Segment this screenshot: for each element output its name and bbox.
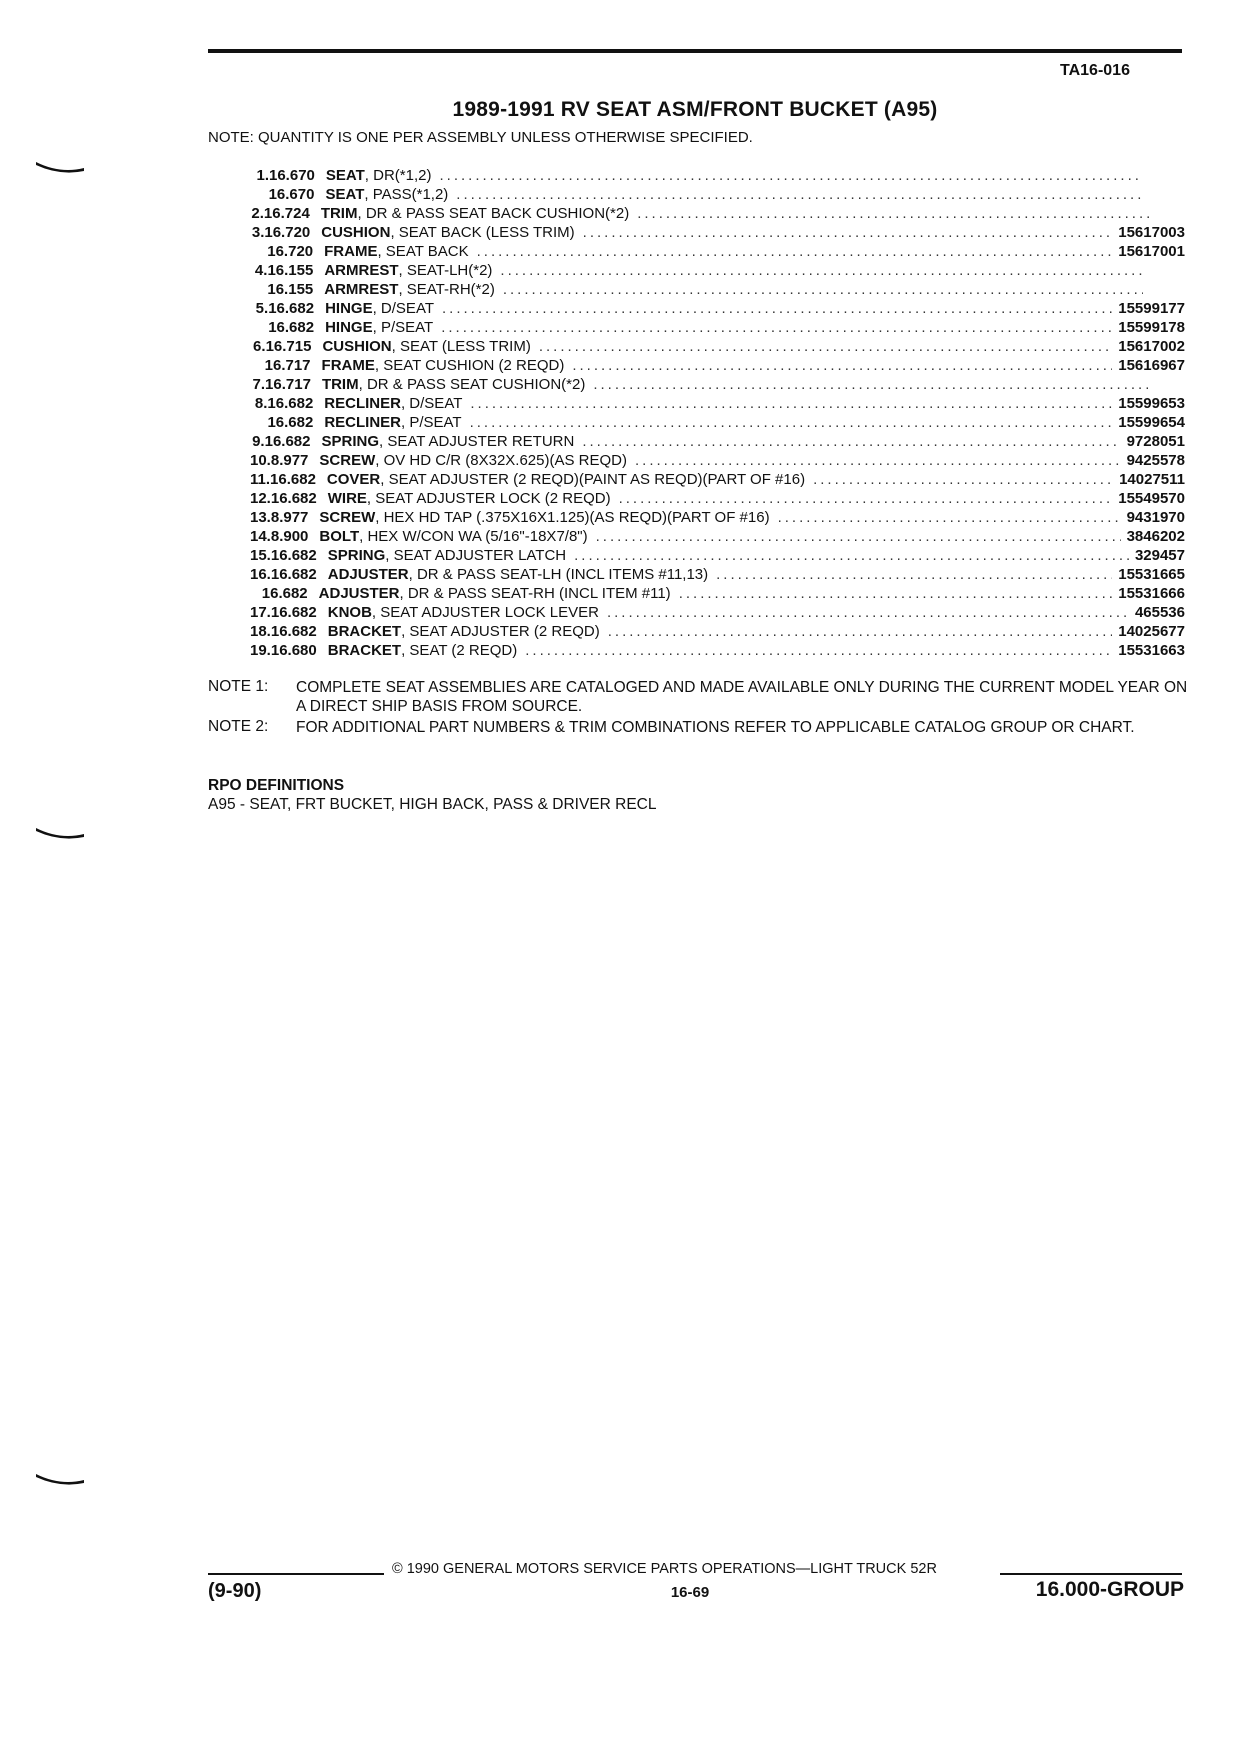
part-number: 15617003: [1118, 224, 1185, 241]
leader-dots: [439, 166, 1140, 185]
part-name: ARMREST: [324, 262, 399, 279]
note-label: NOTE 1:: [208, 678, 269, 695]
part-description: [322, 432, 575, 451]
item-number: 6.: [253, 338, 266, 355]
part-number: 9431970: [1126, 509, 1185, 526]
parts-row: [250, 280, 1185, 299]
part-detail: , HEX W/CON WA (5/16"-18X7/8"): [359, 528, 588, 545]
parts-row: [250, 337, 1185, 356]
part-detail: , DR & PASS SEAT-LH (INCL ITEMS #11,13): [408, 566, 709, 583]
part-number: 15599653: [1118, 395, 1185, 412]
group-number: 16.715: [265, 338, 312, 355]
part-description: [328, 641, 517, 660]
group-number: 16.717: [264, 357, 311, 374]
part-detail: , SEAT BACK (LESS TRIM): [390, 224, 575, 241]
item-number: 10.: [250, 452, 271, 469]
part-name: BOLT: [319, 528, 360, 545]
parts-row: [250, 451, 1185, 470]
group-number: 8.977: [270, 509, 309, 526]
group-number: 16.155: [267, 281, 314, 298]
item-number: 1.: [256, 167, 269, 184]
leader-dots: [813, 470, 1113, 489]
binder-hole-mark-bottom: [36, 1472, 84, 1486]
item-number: 8.: [254, 395, 268, 412]
leader-dots: [572, 356, 1112, 375]
part-name: TRIM: [321, 376, 359, 393]
leader-dots: [619, 489, 1113, 508]
part-detail: , SEAT (2 REQD): [401, 642, 518, 659]
part-description: [328, 489, 611, 508]
group-number: 16.682: [270, 490, 317, 507]
part-name: FRAME: [321, 357, 375, 374]
leader-dots: [607, 603, 1129, 622]
parts-row: [250, 204, 1185, 223]
page-title: 1989-1991 RV SEAT ASM/FRONT BUCKET (A95): [452, 98, 938, 121]
parts-row: [250, 356, 1185, 375]
rpo-definitions-heading: RPO DEFINITIONS: [208, 777, 345, 794]
item-number: 17.: [250, 604, 271, 621]
part-detail: , D/SEAT: [372, 300, 434, 317]
part-detail: , SEAT BACK: [377, 243, 469, 260]
part-number: 15531666: [1118, 585, 1185, 602]
parts-row: [250, 318, 1185, 337]
part-description: [326, 166, 432, 185]
part-detail: , SEAT ADJUSTER RETURN: [379, 433, 575, 450]
group-number: 16.670: [269, 167, 315, 184]
part-detail: , DR(*1,2): [364, 167, 432, 184]
part-name: KNOB: [327, 604, 372, 621]
group-number: 16.670: [268, 186, 315, 203]
part-description: [324, 280, 495, 299]
item-number: 14.: [250, 528, 271, 545]
part-number: 14025677: [1118, 623, 1185, 640]
part-description: [325, 299, 434, 318]
item-number: 9.: [252, 433, 265, 450]
part-description: [325, 185, 448, 204]
part-number: 465536: [1134, 604, 1185, 621]
note-label: NOTE 2:: [208, 718, 269, 735]
part-name: COVER: [326, 471, 381, 488]
note-text: COMPLETE SEAT ASSEMBLIES ARE CATALOGED AND MADE AVAILABLE ONLY DURING THE CURRENT MODEL YEAR ON A DIRECT SHIP BASIS FROM SOURCE.: [296, 679, 1188, 715]
item-number: 7.: [252, 376, 266, 393]
parts-row: [250, 394, 1185, 413]
parts-row: [250, 641, 1185, 660]
part-detail: , SEAT CUSHION (2 REQD): [374, 357, 565, 374]
part-number: 14027511: [1119, 471, 1185, 488]
part-name: HINGE: [325, 319, 373, 336]
item-number: 15.: [250, 547, 271, 564]
group-number: 16.682: [264, 433, 311, 450]
part-name: SPRING: [327, 547, 386, 564]
leader-dots: [470, 413, 1113, 432]
item-number: 5.: [255, 300, 269, 317]
parts-row: [250, 470, 1185, 489]
group-number: 16.682: [270, 471, 316, 488]
item-number: 18.: [250, 623, 271, 640]
part-name: ADJUSTER: [318, 585, 400, 602]
part-name: ARMREST: [324, 281, 399, 298]
part-name: RECLINER: [324, 414, 401, 431]
part-description: [319, 527, 587, 546]
part-detail: , P/SEAT: [401, 414, 462, 431]
note-2: [208, 718, 1188, 737]
part-detail: , SEAT ADJUSTER (2 REQD): [401, 623, 600, 640]
part-description: [319, 584, 671, 603]
group-number: 16.682: [270, 547, 317, 564]
part-description: [319, 451, 627, 470]
part-name: CUSHION: [322, 338, 392, 355]
footer-rule-left: [208, 1573, 384, 1575]
part-name: SCREW: [319, 452, 376, 469]
part-detail: , SEAT ADJUSTER LOCK (2 REQD): [366, 490, 611, 507]
part-name: SEAT: [325, 186, 365, 203]
part-name: HINGE: [325, 300, 373, 317]
part-number: 15531663: [1118, 642, 1185, 659]
part-description: [328, 546, 566, 565]
part-detail: , P/SEAT: [372, 319, 434, 336]
group-number: 16.680: [270, 642, 317, 659]
leader-dots: [477, 242, 1113, 261]
leader-dots: [635, 451, 1121, 470]
part-name: SEAT: [325, 167, 365, 184]
part-description: [321, 204, 629, 223]
leader-dots: [539, 337, 1112, 356]
item-number: 11.: [250, 471, 271, 488]
leader-dots: [608, 622, 1113, 641]
leader-dots: [679, 584, 1113, 603]
parts-row: [250, 508, 1185, 527]
part-detail: , SEAT-RH(*2): [398, 281, 495, 298]
part-number: 15599178: [1118, 319, 1185, 336]
group-number: 16.720: [264, 224, 311, 241]
part-detail: , DR & PASS SEAT CUSHION(*2): [358, 376, 586, 393]
group-number: 16.682: [270, 623, 317, 640]
group-number: 16.682: [261, 585, 308, 602]
part-number: 3846202: [1126, 528, 1185, 545]
parts-list: [250, 166, 1185, 660]
binder-hole-mark-top: [36, 160, 84, 174]
parts-row: [250, 584, 1185, 603]
leader-dots: [582, 432, 1120, 451]
item-number: 4.: [254, 262, 268, 279]
leader-dots: [574, 546, 1129, 565]
part-number: 15616967: [1118, 357, 1185, 374]
part-name: BRACKET: [327, 642, 402, 659]
part-detail: , SEAT ADJUSTER LOCK LEVER: [371, 604, 599, 621]
part-name: CUSHION: [321, 224, 391, 241]
part-name: WIRE: [327, 490, 367, 507]
part-description: [328, 603, 599, 622]
top-rule: [208, 49, 1182, 53]
group-number: 16.682: [268, 319, 315, 336]
parts-row: [250, 185, 1185, 204]
item-number: 2.: [251, 205, 264, 222]
parts-row: [250, 242, 1185, 261]
part-detail: , HEX HD TAP (.375X16X1.125)(AS REQD)(PART OF #16): [375, 509, 770, 526]
item-number: 12.: [250, 490, 271, 507]
part-description: [322, 337, 530, 356]
item-number: 13.: [250, 509, 271, 526]
parts-row: [250, 223, 1185, 242]
part-name: TRIM: [320, 205, 358, 222]
parts-row: [250, 565, 1185, 584]
part-name: RECLINER: [324, 395, 401, 412]
group-number: 16.717: [265, 376, 311, 393]
part-detail: , SEAT ADJUSTER (2 REQD)(PAINT AS REQD)(PART OF #16): [380, 471, 806, 488]
revision-date: (9-90): [208, 1580, 262, 1602]
leader-dots: [596, 527, 1121, 546]
document-code: TA16-016: [1060, 62, 1130, 79]
part-description: [322, 375, 585, 394]
leader-dots: [500, 261, 1143, 280]
page-number: 16-69: [670, 1584, 710, 1601]
group-number: 8.977: [270, 452, 309, 469]
catalog-group: 16.000-GROUP: [1035, 1578, 1184, 1601]
part-detail: , SEAT ADJUSTER LATCH: [385, 547, 567, 564]
parts-row: [250, 432, 1185, 451]
part-description: [328, 565, 708, 584]
part-name: ADJUSTER: [327, 566, 409, 583]
parts-row: [250, 546, 1185, 565]
parts-row: [250, 489, 1185, 508]
item-number: 19.: [250, 642, 271, 659]
part-detail: , DR & PASS SEAT BACK CUSHION(*2): [357, 205, 630, 222]
part-detail: , D/SEAT: [400, 395, 463, 412]
part-detail: , SEAT (LESS TRIM): [391, 338, 531, 355]
leader-dots: [716, 565, 1112, 584]
item-number: 16.: [250, 566, 271, 583]
part-name: SCREW: [319, 509, 376, 526]
parts-row: [250, 527, 1185, 546]
part-description: [327, 470, 805, 489]
parts-row: [250, 166, 1185, 185]
parts-row: [250, 603, 1185, 622]
part-number: 15617001: [1118, 243, 1185, 260]
binder-hole-mark-middle: [36, 826, 84, 840]
part-number: 15549570: [1118, 490, 1185, 507]
leader-dots: [456, 185, 1141, 204]
leader-dots: [470, 394, 1112, 413]
part-number: 9728051: [1126, 433, 1185, 450]
note-text: FOR ADDITIONAL PART NUMBERS & TRIM COMBINATIONS REFER TO APPLICABLE CATALOG GROUP OR CHART.: [296, 719, 1135, 736]
leader-dots: [442, 299, 1112, 318]
footnotes: [208, 678, 1188, 739]
group-number: 16.682: [270, 566, 317, 583]
item-number: 3.: [251, 224, 265, 241]
parts-row: [250, 413, 1185, 432]
part-detail: , SEAT-LH(*2): [398, 262, 493, 279]
part-description: [328, 622, 600, 641]
leader-dots: [778, 508, 1121, 527]
part-description: [325, 318, 433, 337]
leader-dots: [593, 375, 1148, 394]
leader-dots: [441, 318, 1112, 337]
part-description: [322, 356, 565, 375]
part-detail: , PASS(*1,2): [364, 186, 449, 203]
group-number: 16.682: [267, 414, 314, 431]
part-name: FRAME: [324, 243, 378, 260]
group-number: 16.724: [263, 205, 310, 222]
part-description: [319, 508, 769, 527]
leader-dots: [583, 223, 1113, 242]
part-number: 15599654: [1118, 414, 1185, 431]
part-detail: , DR & PASS SEAT-RH (INCL ITEM #11): [399, 585, 671, 602]
part-number: 15617002: [1118, 338, 1185, 355]
footer-rule-right: [1000, 1573, 1182, 1575]
leader-dots: [503, 280, 1144, 299]
leader-dots: [637, 204, 1150, 223]
group-number: 16.155: [267, 262, 314, 279]
part-number: 329457: [1134, 547, 1185, 564]
part-detail: , OV HD C/R (8X32X.625)(AS REQD): [375, 452, 627, 469]
group-number: 16.720: [267, 243, 314, 260]
rpo-definition-a95: A95 - SEAT, FRT BUCKET, HIGH BACK, PASS & DRIVER RECL: [208, 796, 657, 813]
parts-row: [250, 622, 1185, 641]
part-number: 9425578: [1126, 452, 1185, 469]
part-name: SPRING: [321, 433, 380, 450]
parts-row: [250, 375, 1185, 394]
part-number: 15599177: [1118, 300, 1185, 317]
part-name: BRACKET: [327, 623, 402, 640]
part-number: 15531665: [1118, 566, 1185, 583]
group-number: 16.682: [267, 395, 314, 412]
leader-dots: [525, 641, 1112, 660]
group-number: 16.682: [268, 300, 315, 317]
note-1: [208, 678, 1188, 716]
parts-row: [250, 261, 1185, 280]
part-description: [324, 394, 462, 413]
part-description: [324, 261, 492, 280]
parts-row: [250, 299, 1185, 318]
part-description: [321, 223, 574, 242]
part-description: [324, 413, 461, 432]
quantity-note: NOTE: QUANTITY IS ONE PER ASSEMBLY UNLESS OTHERWISE SPECIFIED.: [208, 129, 753, 146]
copyright-notice: © 1990 GENERAL MOTORS SERVICE PARTS OPERATIONS—LIGHT TRUCK 52R: [392, 1561, 937, 1577]
group-number: 16.682: [270, 604, 317, 621]
group-number: 8.900: [270, 528, 309, 545]
part-description: [324, 242, 468, 261]
